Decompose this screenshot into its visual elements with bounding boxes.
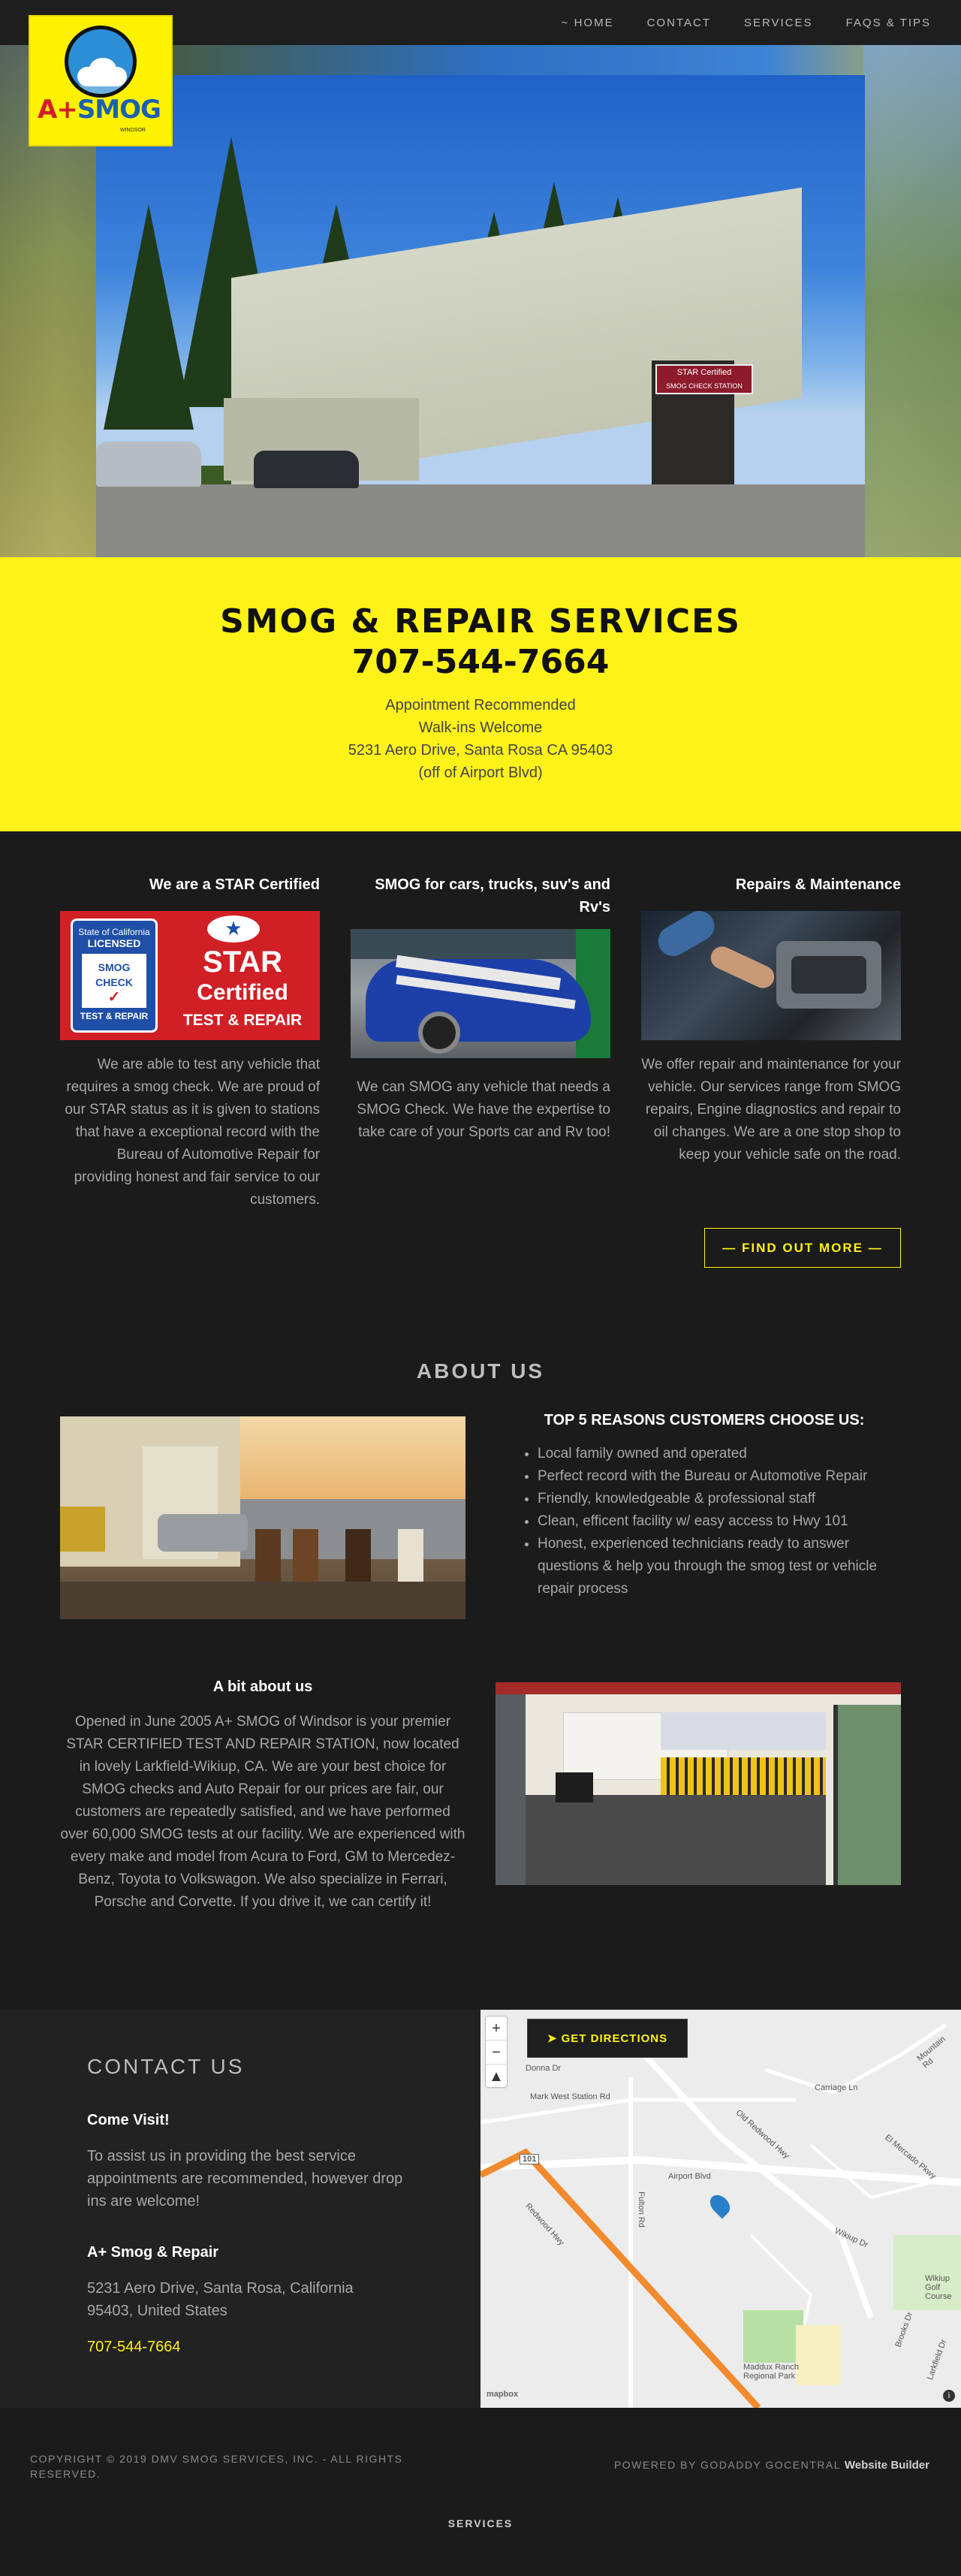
footer-services-link[interactable]: SERVICES bbox=[447, 2517, 514, 2529]
about-title: ABOUT US bbox=[416, 1359, 545, 1383]
compass-icon[interactable]: ▲ bbox=[486, 2065, 507, 2089]
contact-title: CONTACT US bbox=[87, 2055, 245, 2078]
find-out-more-button[interactable]: — FIND OUT MORE — bbox=[704, 1228, 901, 1268]
get-directions-button[interactable]: ➤ GET DIRECTIONS bbox=[527, 2019, 688, 2058]
nav-services[interactable]: SERVICES bbox=[743, 17, 813, 29]
come-visit-title: Come Visit! bbox=[87, 2112, 170, 2128]
logo-tagline: WINDSOR bbox=[120, 128, 146, 133]
location-map[interactable] bbox=[480, 2010, 961, 2408]
nav-faqs[interactable]: FAQS & TIPS bbox=[845, 17, 931, 29]
site-logo[interactable] bbox=[29, 15, 173, 146]
map-label: Maddux Ranch Regional Park bbox=[743, 2363, 799, 2381]
map-zoom-controls bbox=[485, 2016, 508, 2088]
office-interior-image bbox=[496, 1682, 901, 1885]
info-banner bbox=[0, 557, 961, 831]
logo-brand: A+SMOG bbox=[38, 95, 161, 125]
navigation-arrow-icon: ➤ bbox=[547, 2032, 562, 2045]
nav-home[interactable]: ~ HOME bbox=[561, 17, 614, 29]
hero-star-sign: STAR Certified SMOG CHECK STATION bbox=[655, 364, 753, 394]
map-label: Airport Blvd bbox=[668, 2172, 711, 2181]
reason-item: • Honest, experienced technicians ready to answer questions & help you through the smog test or vehicle repair process bbox=[538, 1533, 892, 1600]
contact-phone-link[interactable]: 707-544-7664 bbox=[87, 2339, 181, 2355]
map-label: Wikiup Golf Course bbox=[925, 2274, 952, 2301]
horses-trailer-image bbox=[60, 1416, 465, 1619]
map-label: Redwood Hwy bbox=[523, 2201, 566, 2248]
powered-by: POWERED BY GODADDY GOCENTRAL Website Builder bbox=[613, 2459, 929, 2472]
reason-item: • Local family owned and operated bbox=[538, 1443, 892, 1465]
reason-item: • Friendly, knowledgeable & professional staff bbox=[538, 1488, 892, 1510]
mapbox-logo[interactable]: mapbox bbox=[487, 2390, 519, 2399]
star-certified-badge-image: State of California LICENSED SMOG CHECK ✓ TEST & REPAIR ★ STAR Certified TEST & REPAIR bbox=[60, 911, 320, 1040]
service-title: SMOG for cars, trucks, suv's and Rv's bbox=[375, 876, 610, 915]
reason-item: • Perfect record with the Bureau or Automotive Repair bbox=[538, 1465, 892, 1488]
reasons-list bbox=[517, 1443, 892, 1600]
bit-title: A bit about us bbox=[212, 1679, 313, 1695]
map-label: Fulton Rd bbox=[636, 2191, 646, 2228]
service-title: Repairs & Maintenance bbox=[735, 876, 901, 893]
copyright-text: COPYRIGHT © 2019 DMV SMOG SERVICES, INC. - ALL RIGHTS RESERVED. bbox=[30, 2453, 403, 2480]
site-footer bbox=[0, 2408, 961, 2576]
top-reasons bbox=[517, 1412, 892, 1600]
map-label: Mark West Station Rd bbox=[530, 2092, 610, 2101]
logo-sky-icon bbox=[65, 26, 137, 98]
services-section bbox=[0, 831, 961, 1312]
website-builder-link[interactable]: Website Builder bbox=[844, 2459, 929, 2472]
nav-contact[interactable]: CONTACT bbox=[646, 17, 711, 29]
map-info-icon[interactable]: i bbox=[943, 2390, 955, 2402]
main-nav bbox=[562, 17, 931, 29]
star-icon: ★ bbox=[207, 915, 260, 943]
sports-car-image bbox=[351, 929, 610, 1058]
business-name: A+ Smog & Repair bbox=[87, 2244, 219, 2261]
service-star-certified bbox=[60, 873, 320, 896]
map-label: Old Redwood Hwy bbox=[734, 2108, 791, 2161]
service-repairs-text: We offer repair and maintenance for your vehicle. Our services range from SMOG repairs, Engine diagnostics and repair to oil changes. We are a one stop shop to keep your vehicle safe on the road. bbox=[641, 1057, 901, 1163]
banner-phone[interactable]: 707-544-7664 bbox=[351, 643, 610, 681]
map-label: Larkfield Dr bbox=[925, 2338, 949, 2381]
highway-shield-icon: 101 bbox=[520, 2154, 539, 2164]
banner-title: SMOG & REPAIR SERVICES bbox=[220, 602, 741, 641]
service-smog-vehicles bbox=[351, 873, 610, 918]
come-visit-text: To assist us in providing the best service appointments are recommended, however drop ins are welcome! bbox=[87, 2148, 403, 2210]
banner-line-walkins: Walk-ins Welcome bbox=[418, 719, 543, 736]
map-label: Brooks Dr bbox=[893, 2310, 915, 2349]
hero-photo-shop-building bbox=[96, 75, 865, 557]
map-label: El Mercado Pkwy bbox=[883, 2133, 938, 2181]
reason-item: • Clean, efficent facility w/ easy access to Hwy 101 bbox=[538, 1510, 892, 1533]
zoom-out-button[interactable]: − bbox=[486, 2041, 507, 2065]
contact-section bbox=[0, 2010, 961, 2408]
banner-line-appointment: Appointment Recommended bbox=[385, 697, 576, 713]
reasons-title: TOP 5 REASONS CUSTOMERS CHOOSE US: bbox=[544, 1412, 865, 1428]
engine-repair-image bbox=[641, 911, 901, 1040]
service-star-text: We are able to test any vehicle that requires a smog check. We are proud of our STAR status as it is given to stations that have a exceptional record with the Bureau of Automotive Repair for providing honest and fair service to our customers. bbox=[65, 1057, 320, 1208]
map-label: Mountain Rd bbox=[915, 2034, 947, 2071]
a-bit-about-us bbox=[60, 1679, 465, 1914]
banner-line-directions: (off of Airport Blvd) bbox=[418, 765, 543, 781]
map-label: Wikiup Dr bbox=[833, 2226, 869, 2250]
map-label: Carriage Ln bbox=[815, 2083, 858, 2092]
banner-line-address: 5231 Aero Drive, Santa Rosa CA 95403 bbox=[348, 742, 613, 759]
bit-text: Opened in June 2005 A+ SMOG of Windsor is your premier STAR CERTIFIED TEST AND REPAIR STATION, now located in lovely Larkfield-Wikiup, CA. We are your best choice for SMOG checks and Auto Repair for our prices are fair, our customers are repeatedly satisfied, and we have performed over 60,000 SMOG tests at our facility. We are experienced with every make and model from Acura to Ford, GM to Mercedez-Benz, Toyota to Volkswagon. We also specialize in Ferrari, Porsche and Corvette. If you drive it, we can certify it! bbox=[60, 1714, 465, 1910]
zoom-in-button[interactable]: + bbox=[486, 2016, 507, 2041]
service-repairs bbox=[641, 873, 901, 896]
map-label: Donna Dr bbox=[526, 2064, 562, 2073]
service-smog-text: We can SMOG any vehicle that needs a SMOG Check. We have the expertise to take care of your Sports car and Rv too! bbox=[357, 1079, 610, 1140]
business-address: 5231 Aero Drive, Santa Rosa, California 95403, United States bbox=[87, 2280, 354, 2319]
service-title: We are a STAR Certified bbox=[149, 876, 320, 893]
